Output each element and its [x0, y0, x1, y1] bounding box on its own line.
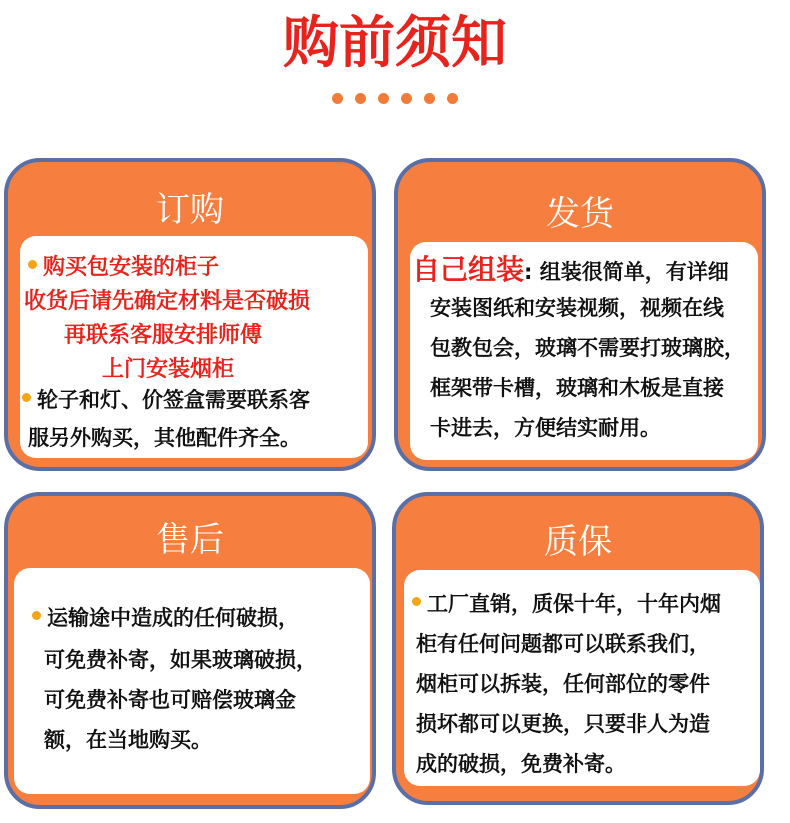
after-sales-line: 可免费补寄也可赔偿玻璃金 [44, 688, 296, 712]
dot-icon [332, 93, 343, 104]
after-sales-card [4, 492, 376, 809]
warranty-line: 损坏都可以更换，只要非人为造 [416, 712, 710, 736]
ship-heading: 发货 [546, 194, 614, 234]
bullet-icon [32, 611, 41, 620]
after-sales-heading: 售后 [156, 520, 224, 560]
warranty-heading: 质保 [544, 522, 612, 562]
warranty-line: 柜有任何问题都可以联系我们， [416, 632, 710, 656]
order-red-line: 收货后请先确定材料是否破损 [24, 289, 311, 314]
warranty-card [392, 492, 764, 805]
dot-icon [447, 93, 458, 104]
order-line: 轮子和灯、价签盒需要联系客 [22, 384, 310, 414]
ship-line: 卡进去，方便结实耐用。 [430, 416, 661, 440]
bullet-icon [28, 260, 37, 269]
dot-icon [401, 93, 412, 104]
ship-line: 框架带卡槽，玻璃和木板是直接 [430, 376, 724, 400]
after-sales-panel [14, 568, 370, 794]
ship-panel [410, 242, 758, 460]
dot-icon [355, 93, 366, 104]
after-sales-line: 可免费补寄，如果玻璃破损， [44, 648, 317, 672]
warranty-line: 成的破损，免费补寄。 [416, 752, 626, 776]
order-heading: 订购 [156, 190, 224, 230]
decorative-dots [0, 89, 790, 108]
warranty-panel [404, 570, 760, 786]
ship-line: 安装图纸和安装视频，视频在线 [430, 296, 724, 320]
dot-icon [424, 93, 435, 104]
ship-line: 自己组装: 组装很简单，有详细 [412, 253, 729, 286]
bullet-icon [412, 597, 421, 606]
order-red-line: 再联系客服安排师傅 [64, 323, 263, 348]
bullet-icon [22, 393, 31, 402]
after-sales-line: 运输途中造成的任何破损， [32, 602, 299, 632]
order-line: 服另外购买，其他配件齐全。 [28, 426, 301, 450]
dot-icon [378, 93, 389, 104]
order-panel [20, 236, 368, 458]
page-title: 购前须知 [283, 10, 507, 76]
warranty-line: 烟柜可以拆装，任何部位的零件 [416, 672, 710, 696]
order-red-line: 上门安装烟柜 [102, 357, 235, 382]
order-red-line: 购买包安装的柜子 [28, 250, 219, 281]
after-sales-line: 额，在当地购买。 [44, 728, 212, 752]
warranty-line: 工厂直销，质保十年，十年内烟 [412, 588, 721, 618]
order-card [4, 158, 376, 471]
ship-card [394, 158, 766, 471]
ship-highlight: 自己组装 [412, 253, 525, 286]
ship-line: 包教包会，玻璃不需要打玻璃胶， [430, 336, 745, 360]
